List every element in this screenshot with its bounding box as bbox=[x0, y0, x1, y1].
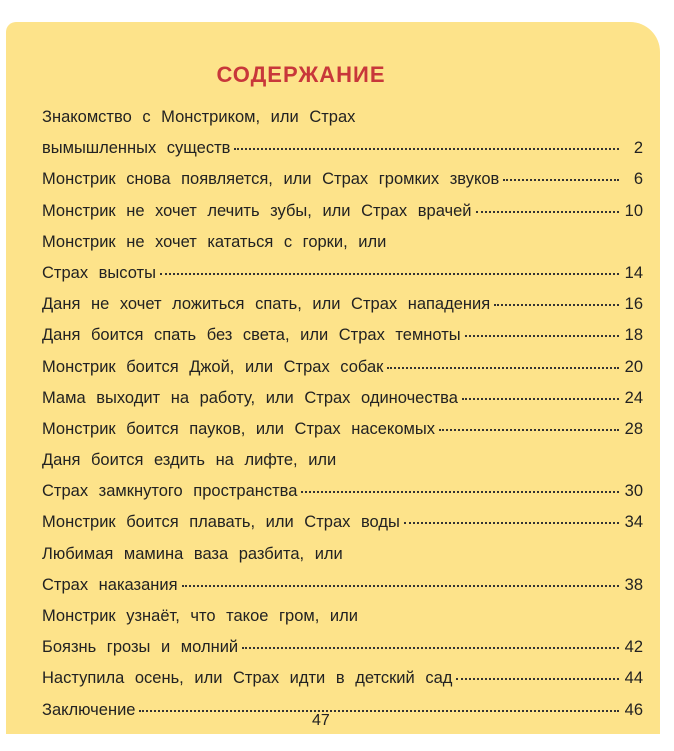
toc-entry-text: Заключение bbox=[42, 700, 136, 719]
toc-entry-text: Даня боится спать без света, или Страх темноты bbox=[42, 326, 461, 345]
toc-entry-line bbox=[42, 570, 643, 601]
toc-entry-text: Страх наказания bbox=[42, 575, 178, 594]
toc-entry-line bbox=[42, 258, 643, 289]
toc-entry-page: 2 bbox=[633, 139, 643, 158]
toc-entry-line bbox=[42, 539, 643, 570]
toc-entry-line bbox=[42, 695, 643, 726]
toc-entry-text: Монстрик боится Джой, или Страх собак bbox=[42, 357, 384, 376]
toc-entry-line bbox=[42, 289, 643, 320]
toc-entry-text: Монстрик боится пауков, или Страх насекомых bbox=[42, 419, 435, 438]
dot-leader bbox=[182, 585, 619, 587]
page-title: СОДЕРЖАНИЕ bbox=[216, 62, 386, 87]
toc-entry-text: Страх замкнутого пространства bbox=[42, 482, 298, 501]
toc-entry-line bbox=[42, 507, 643, 538]
toc-entry-page: 44 bbox=[624, 669, 643, 688]
dot-leader bbox=[476, 211, 620, 213]
toc-entry-line bbox=[42, 320, 643, 351]
toc-entry-text: Наступила осень, или Страх идти в детский сад bbox=[42, 669, 453, 688]
toc-entry-text: Даня не хочет ложиться спать, или Страх нападения bbox=[42, 295, 491, 314]
toc-entry-text: Мама выходит на работу, или Страх одиночества bbox=[42, 388, 458, 407]
dot-leader bbox=[234, 148, 619, 150]
table-of-contents bbox=[42, 102, 643, 726]
page-number: 47 bbox=[312, 712, 330, 729]
toc-entry-page: 38 bbox=[624, 575, 643, 594]
toc-entry-line bbox=[42, 414, 643, 445]
toc-entry-page: 28 bbox=[624, 419, 643, 438]
dot-leader bbox=[242, 647, 619, 649]
toc-entry-text: Боязнь грозы и молний bbox=[42, 638, 239, 657]
dot-leader bbox=[404, 522, 619, 524]
toc-entry-page: 46 bbox=[624, 700, 643, 719]
dot-leader bbox=[465, 335, 619, 337]
toc-entry-page: 18 bbox=[624, 326, 643, 345]
toc-entry-page: 34 bbox=[624, 513, 643, 532]
toc-entry-text: вымышленных существ bbox=[42, 139, 231, 158]
toc-entry-line bbox=[42, 383, 643, 414]
toc-entry-text: Монстрик узнаёт, что такое гром, или bbox=[42, 607, 358, 625]
toc-entry-page: 24 bbox=[624, 388, 643, 407]
toc-entry-page: 16 bbox=[624, 295, 643, 314]
dot-leader bbox=[494, 304, 619, 306]
toc-entry-text: Монстрик не хочет кататься с горки, или bbox=[42, 232, 387, 251]
toc-entry-text: Любимая мамина ваза разбита, или bbox=[42, 544, 343, 563]
book-page bbox=[6, 22, 660, 734]
toc-entry-page: 14 bbox=[624, 263, 643, 282]
toc-entry-text: Даня боится ездить на лифте, или bbox=[42, 451, 337, 470]
toc-entry-text: Монстрик не хочет лечить зубы, или Страх врачей bbox=[42, 201, 472, 220]
toc-entry-page: 20 bbox=[624, 357, 643, 376]
dot-leader bbox=[301, 491, 619, 493]
toc-entry-text: Страх высоты bbox=[42, 263, 156, 282]
toc-entry-line bbox=[42, 102, 643, 133]
dot-leader bbox=[503, 179, 619, 181]
toc-entry-line bbox=[42, 227, 643, 258]
toc-entry-line bbox=[42, 601, 643, 632]
toc-entry-line bbox=[42, 133, 643, 164]
toc-entry-line bbox=[42, 164, 643, 195]
toc-entry-line bbox=[42, 476, 643, 507]
toc-entry-text: Монстрик боится плавать, или Страх воды bbox=[42, 513, 400, 532]
toc-entry-text: Монстрик снова появляется, или Страх громких звуков bbox=[42, 170, 500, 189]
dot-leader bbox=[139, 710, 619, 712]
dot-leader bbox=[387, 367, 619, 369]
toc-entry-line bbox=[42, 196, 643, 227]
toc-entry-line bbox=[42, 632, 643, 663]
toc-entry-line bbox=[42, 352, 643, 383]
toc-entry-page: 42 bbox=[624, 638, 643, 657]
dot-leader bbox=[439, 429, 619, 431]
toc-entry-text: Знакомство с Монстриком, или Страх bbox=[42, 108, 356, 126]
dot-leader bbox=[160, 273, 619, 275]
toc-entry-page: 6 bbox=[633, 170, 643, 189]
dot-leader bbox=[462, 398, 619, 400]
toc-entry-page: 10 bbox=[624, 201, 643, 220]
toc-entry-page: 30 bbox=[624, 482, 643, 501]
toc-entry-line bbox=[42, 445, 643, 476]
dot-leader bbox=[456, 678, 619, 680]
toc-entry-line bbox=[42, 663, 643, 694]
